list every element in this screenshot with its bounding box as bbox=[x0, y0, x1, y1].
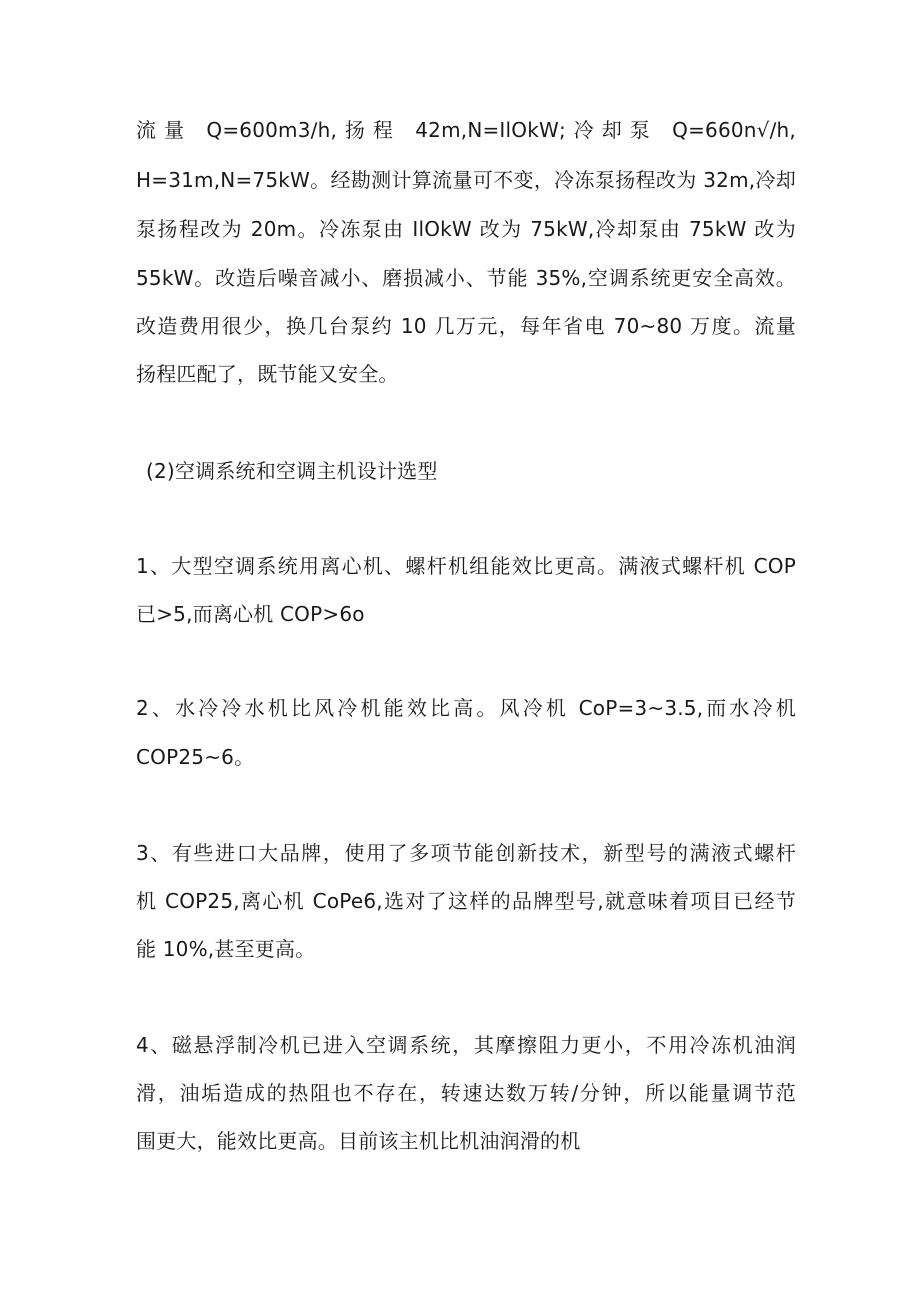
text-line: 滑，油垢造成的热阻也不存在，转速达数万转/分钟，所以能量调节范 bbox=[136, 1081, 796, 1105]
text-line: 1、大型空调系统用离心机、螺杆机组能效比更高。满液式螺杆机 COP bbox=[136, 554, 796, 578]
text-line: 流量 Q=600m3∕h,扬程 42m,N=IlOkW;冷却泵 Q=660n√∕h, bbox=[136, 118, 796, 142]
text-line: 4、磁悬浮制冷机已进入空调系统，其摩擦阻力更小，不用冷冻机油润 bbox=[136, 1033, 796, 1057]
text-line: 改造费用很少，换几台泵约 10 几万元，每年省电 70~80 万度。流量 bbox=[136, 314, 796, 338]
text-line: 泵扬程改为 20m。冷冻泵由 IlOkW 改为 75kW,冷却泵由 75kW 改为 bbox=[136, 217, 796, 241]
text-line: 已>5,而离心机 COP>6o bbox=[136, 602, 365, 626]
text-line: 能 10%,甚至更高。 bbox=[136, 937, 316, 961]
text-line: 机 COP25,离心机 CoPe6,选对了这样的品牌型号,就意味着项目已经节 bbox=[136, 889, 796, 913]
text-line: 2、水冷冷水机比风冷机能效比高。风冷机 CoP=3~3.5,而水冷机 bbox=[136, 696, 796, 720]
text-line: 55kW。改造后噪音减小、磨损减小、节能 35%,空调系统更安全高效。 bbox=[136, 266, 796, 290]
text-line: 扬程匹配了，既节能又安全。 bbox=[136, 362, 399, 386]
text-line: H=31m,N=75kW。经勘测计算流量可不变，冷冻泵扬程改为 32m,冷却 bbox=[136, 168, 796, 192]
section-heading: (2)空调系统和空调主机设计选型 bbox=[146, 459, 438, 483]
text-line: 围更大，能效比更高。目前该主机比机油润滑的机 bbox=[136, 1129, 581, 1153]
text-line: COP25~6。 bbox=[136, 745, 255, 769]
text-line: 3、有些进口大品牌，使用了多项节能创新技术，新型号的满液式螺杆 bbox=[136, 841, 796, 865]
